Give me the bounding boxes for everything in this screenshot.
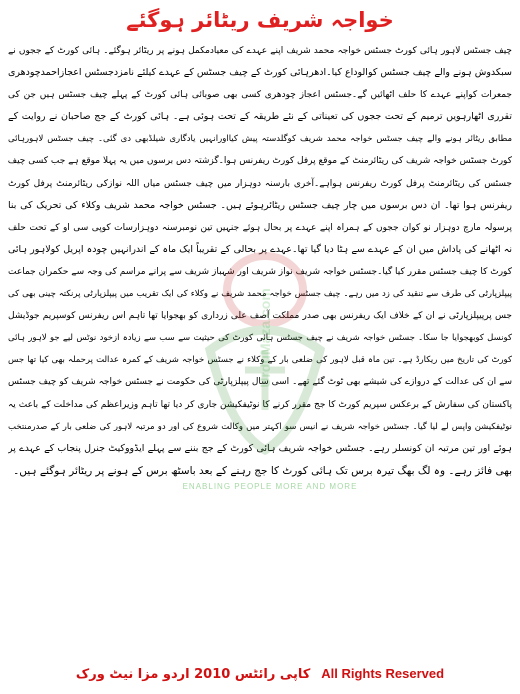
article-line: نوٹیفکیشن واپس لے لیا گیا۔ جسٹس خواجہ شریف نے انیس سو اکہتر میں وکالت شروع کی اور دو مرتبہ لاہور کی ضلعی بار کے صدرمنتخب xyxy=(8,421,512,432)
copyright-urdu: کاپی رائٹس 2010 اردو مزا نیٹ ورک xyxy=(75,667,311,682)
article-line: چیف جسٹس لاہور ہائی کورٹ جسٹس خواجہ محمد شریف اپنے عہدے کی معیادمکمل ہونے پر ریٹائر ہوگئے۔ ہائی کورٹ کے ججوں نے xyxy=(8,46,512,56)
article-line: ریفرنس ہوا تھا۔ ان دس برسوں میں چار چیف جسٹس ریٹائرہوئے ہیں۔ جسٹس خواجہ محمد شریف وکلاء کی تحریک کی بنا xyxy=(8,199,512,211)
watermark-site-text: UrduMaza.com xyxy=(257,288,273,388)
article-line: سبکدوش ہونے والے چیف جسٹس کوالوداع کیا۔ادھرہائی کورٹ کے چیف جسٹس کے عہدے کیلئے نامزدجسٹس اعجازاحمدچودھری xyxy=(8,67,512,79)
article-line: نہ اٹھانے کی پاداش میں ان کے عہدے سے ہٹا دیا گیا تھا۔عہدے پر بحالی کے تقریباً ایک ماہ کے اندرانہیں چودہ اپریل کولاہور ہائی xyxy=(8,243,512,255)
article-line: ہوئے اور تین مرتبہ ان کونسلر رہے۔ جسٹس خواجہ شریف ہائی کورٹ کے جج بننے سے پہلے ایڈووکیٹ جنرل پنجاب کے عہدے پر xyxy=(8,442,512,454)
article-line: جس پرپیپلزپارٹی نے ان کے خلاف ایک ریفرنس بھی صدر مملکت آصف علی زرداری کو بھجوایا تھا تاہم اس ریفرنس کوسپریم جوڈیشل xyxy=(8,311,512,322)
copyright-english: All Rights Reserved xyxy=(321,666,445,681)
article-line: پیپلزپارٹی کی طرف سے تنقید کی زد میں رہے۔ چیف جسٹس خواجہ محمد شریف نے وکلاء کی ایک تقریب میں پیپلزپارٹی پرنکتہ چینی بھی کی xyxy=(8,289,512,300)
article-title: خواجہ شریف ریٹائر ہوگئے xyxy=(126,8,394,32)
article-line: پرسولہ مارچ دوہزار نو کوان ججوں کے ہمراہ اپنے عہدے پر بحال ہوئے جنہیں تین نومبرسنہ دوہزارسات کوپی سی او کے تحت حلف xyxy=(8,222,512,233)
article-line: پاکستان کی سفارش کے برعکس سپریم کورٹ کا جج مقرر کرنے کا نوٹیفکیشن جاری کر دیا تھا تاہم وزیراعظم کی مداخلت کے باعث یہ xyxy=(8,399,512,410)
article-line: کورٹ کی تاریخ میں ریکارڈ ہے۔ تین ماہ قبل لاہور کی ضلعی بار کے وکلاء نے جسٹس خواجہ شریف کے کمرہ عدالت پرحملہ بھی کیا تھا جس xyxy=(8,355,512,366)
article-line: کورٹ جسٹس خواجہ شریف کی ریٹائرمنٹ کے موقع پرفل کورٹ ریفرنس ہوا۔گزشتہ دس برسوں میں یہ پہلا موقع ہے جب کسی چیف xyxy=(8,156,512,167)
article-line: بھی فائز رہے۔ وہ لگ بھگ تیرہ برس تک ہائی کورٹ کا جج رہنے کے بعد باسٹھ برس کے ہونے پر ریٹائر ہوگئے ہیں۔ xyxy=(13,464,512,477)
article-line: جمعرات کواپنے عہدے کا حلف اٹھائیں گے۔جسٹس اعجاز چودھری کسی بھی صوبائی ہائی کورٹ کے پہلے چیف جسٹس ہیں جن کی xyxy=(8,90,512,101)
article-line: سے ان کی عدالت کے دروازے کی شیشے بھی ٹوٹ گئے تھے۔ اسی سال پیپلزپارٹی کی حکومت نے جسٹس خواجہ شریف کو چیف جسٹس xyxy=(8,377,512,388)
article-line: مطابق ریٹائر ہونے والے چیف جسٹس خواجہ محمد شریف کوگلدستہ پیش کیااورانہیں یادگاری شیلڈبھی دی گئی۔ چیف جسٹس لاہورہائی xyxy=(8,134,512,145)
copyright-footer xyxy=(0,666,520,682)
article-line: کونسل کوبھجوایا جا سکا۔ جسٹس خواجہ شریف نے چیف جسٹس ہائی کورٹ کی حیثیت سے سب سے زیادہ ازخود نوٹس لیے جو لاہور ہائی xyxy=(8,333,512,344)
article-line: تقرری اٹھارہویں ترمیم کے تحت ججوں کی تعیناتی کے نئے طریقہ کے تحت ہوئی ہے۔ ہائی کورٹ کے جج صاحبان نے روایت کے xyxy=(8,111,512,123)
article-line: جسٹس کی ریٹائرمنٹ پرفل کورٹ ریفرنس ہواہے۔آخری بارسنہ دوہزار میں چیف جسٹس میاں اللہ نوازکی ریٹائرمنٹ پرفل کورٹ xyxy=(8,178,512,189)
watermark-tagline: ENABLING PEOPLE MORE AND MORE xyxy=(182,482,358,491)
article-line: کورٹ کا چیف جسٹس مقرر کیا گیا۔جسٹس خواجہ شریف نواز شریف اور شہباز شریف سے پرانے مراسم کی وجہ سے حکمران جماعت xyxy=(8,266,512,277)
